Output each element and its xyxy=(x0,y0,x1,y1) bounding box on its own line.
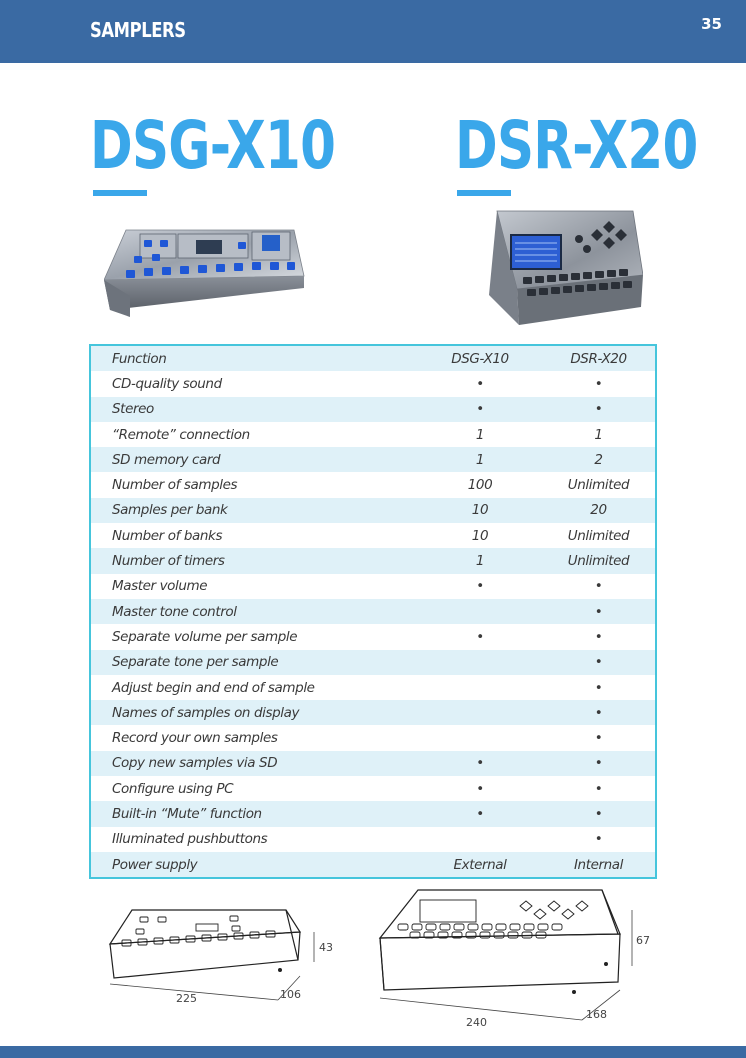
section-title: SAMPLERS xyxy=(90,18,186,42)
table-row xyxy=(91,574,655,599)
page-footer-bar xyxy=(0,1046,746,1058)
row-dsr-x20-value: Unlimited xyxy=(542,548,655,573)
row-function: “Remote” connection xyxy=(91,422,418,447)
accent-underline xyxy=(93,190,147,196)
row-dsg-x10-value xyxy=(418,675,542,700)
row-dsg-x10-value: • xyxy=(418,371,542,396)
row-dsg-x10-value: 1 xyxy=(418,422,542,447)
dim-width-dsg-x10: 225 xyxy=(176,992,197,1005)
row-dsr-x20-value: • xyxy=(542,397,655,422)
table-row xyxy=(91,700,655,725)
row-function: Samples per bank xyxy=(91,498,418,523)
dsr-x20-dimension-drawing xyxy=(370,880,660,1030)
dsr-x20-device-photo xyxy=(483,205,643,335)
row-function: Master volume xyxy=(91,574,418,599)
row-dsg-x10-value: 1 xyxy=(418,548,542,573)
row-function: Illuminated pushbuttons xyxy=(91,827,418,852)
row-function: Separate volume per sample xyxy=(91,624,418,649)
row-dsg-x10-value: • xyxy=(418,751,542,776)
table-row xyxy=(91,599,655,624)
row-function: Number of timers xyxy=(91,548,418,573)
row-function: Names of samples on display xyxy=(91,700,418,725)
row-dsr-x20-value: • xyxy=(542,827,655,852)
row-dsr-x20-value: • xyxy=(542,371,655,396)
row-dsr-x20-value: 20 xyxy=(542,498,655,523)
table-row xyxy=(91,447,655,472)
table-row xyxy=(91,397,655,422)
row-dsg-x10-value: • xyxy=(418,776,542,801)
dsg-x10-dimension-drawing xyxy=(100,902,340,1012)
page-header xyxy=(0,0,746,63)
table-row xyxy=(91,498,655,523)
row-function: Configure using PC xyxy=(91,776,418,801)
row-dsr-x20-value: • xyxy=(542,599,655,624)
accent-underline xyxy=(457,190,511,196)
table-row xyxy=(91,801,655,826)
row-dsr-x20-value: • xyxy=(542,776,655,801)
row-dsg-x10-value xyxy=(418,827,542,852)
table-row xyxy=(91,472,655,497)
table-row xyxy=(91,371,655,396)
row-dsr-x20-value: • xyxy=(542,624,655,649)
row-dsg-x10-value xyxy=(418,725,542,750)
dim-height-dsr-x20: 67 xyxy=(636,934,650,947)
row-dsg-x10-value: External xyxy=(418,852,542,877)
row-dsg-x10-value: • xyxy=(418,801,542,826)
row-dsg-x10-value: • xyxy=(418,574,542,599)
row-dsg-x10-value: • xyxy=(418,624,542,649)
row-dsr-x20-value: • xyxy=(542,700,655,725)
row-function: Stereo xyxy=(91,397,418,422)
row-dsg-x10-value xyxy=(418,700,542,725)
table-row xyxy=(91,827,655,852)
row-function: Adjust begin and end of sample xyxy=(91,675,418,700)
row-dsg-x10-value: 10 xyxy=(418,498,542,523)
table-header-row xyxy=(91,346,655,371)
row-function: Separate tone per sample xyxy=(91,650,418,675)
product-title-dsg-x10: DSG-X10 xyxy=(90,107,336,184)
product-title-dsr-x20: DSR-X20 xyxy=(455,107,698,184)
row-function: Master tone control xyxy=(91,599,418,624)
row-dsg-x10-value: 10 xyxy=(418,523,542,548)
row-dsr-x20-value: 2 xyxy=(542,447,655,472)
row-dsg-x10-value xyxy=(418,599,542,624)
table-row xyxy=(91,650,655,675)
row-dsr-x20-value: • xyxy=(542,675,655,700)
row-dsg-x10-value: • xyxy=(418,397,542,422)
row-function: Copy new samples via SD xyxy=(91,751,418,776)
row-function: Record your own samples xyxy=(91,725,418,750)
row-dsr-x20-value: Unlimited xyxy=(542,523,655,548)
row-function: Number of samples xyxy=(91,472,418,497)
table-row xyxy=(91,751,655,776)
table-row xyxy=(91,852,655,877)
row-function: Power supply xyxy=(91,852,418,877)
row-dsr-x20-value: 1 xyxy=(542,422,655,447)
row-function: CD-quality sound xyxy=(91,371,418,396)
row-dsg-x10-value: 100 xyxy=(418,472,542,497)
table-row xyxy=(91,422,655,447)
spec-table xyxy=(89,344,657,879)
row-dsr-x20-value: • xyxy=(542,574,655,599)
dim-depth-dsr-x20: 168 xyxy=(586,1008,607,1021)
row-dsr-x20-value: Internal xyxy=(542,852,655,877)
header-dsg-x10: DSG-X10 xyxy=(418,346,542,371)
row-dsr-x20-value: • xyxy=(542,725,655,750)
row-dsr-x20-value: • xyxy=(542,801,655,826)
row-dsg-x10-value: 1 xyxy=(418,447,542,472)
page-number: 35 xyxy=(701,15,722,33)
row-function: Built-in “Mute” function xyxy=(91,801,418,826)
dim-width-dsr-x20: 240 xyxy=(466,1016,487,1029)
dsg-x10-device-photo xyxy=(104,222,310,334)
table-row xyxy=(91,776,655,801)
row-dsg-x10-value xyxy=(418,650,542,675)
table-row xyxy=(91,548,655,573)
dim-depth-dsg-x10: 106 xyxy=(280,988,301,1001)
row-function: Number of banks xyxy=(91,523,418,548)
row-dsr-x20-value: • xyxy=(542,751,655,776)
table-row xyxy=(91,675,655,700)
table-row xyxy=(91,725,655,750)
row-dsr-x20-value: Unlimited xyxy=(542,472,655,497)
row-dsr-x20-value: • xyxy=(542,650,655,675)
table-row xyxy=(91,624,655,649)
header-function: Function xyxy=(91,346,418,371)
dim-height-dsg-x10: 43 xyxy=(319,941,333,954)
table-row xyxy=(91,523,655,548)
row-function: SD memory card xyxy=(91,447,418,472)
header-dsr-x20: DSR-X20 xyxy=(542,346,655,371)
